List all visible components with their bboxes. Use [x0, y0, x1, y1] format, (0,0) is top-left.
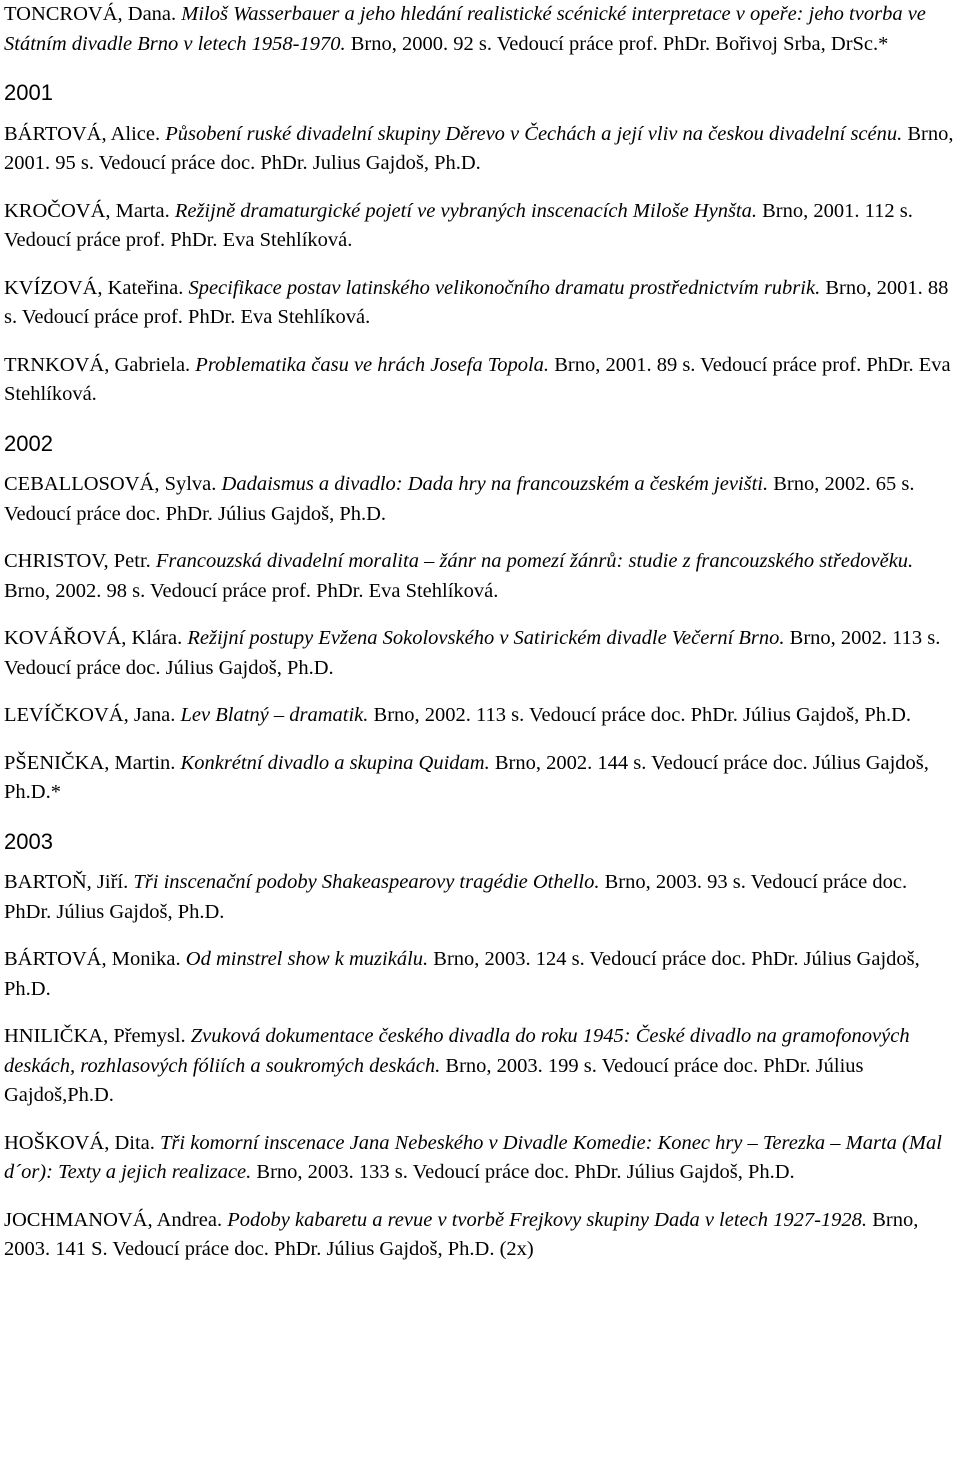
entry-details: Brno, 2002. 113 s. Vedoucí práce doc. PhDr. Július Gajdoš, Ph.D.: [373, 704, 912, 726]
entry-title: Od minstrel show k muzikálu.: [185, 948, 429, 970]
bibliography-entry: [4, 945, 956, 1004]
year-heading: 2001: [4, 80, 53, 105]
entry-details: Brno, 2003. 141 S. Vedoucí práce doc. PhDr. Július Gajdoš, Ph.D. (2x): [4, 1208, 919, 1260]
entry-author: KVÍZOVÁ, Kateřina.: [4, 276, 184, 299]
entry-title: Specifikace postav latinského velikonočního dramatu prostřednictvím rubrik.: [188, 276, 821, 299]
entry-title: Konkrétní divadlo a skupina Quidam.: [180, 751, 490, 774]
entry-details: Brno, 2002. 65 s. Vedoucí práce doc. PhDr. Július Gajdoš, Ph.D.: [4, 473, 915, 525]
entry-author: BARTOŇ, Jiří.: [4, 871, 129, 893]
entry-details: Brno, 2001. 112 s. Vedoucí práce prof. PhDr. Eva Stehlíková.: [4, 199, 913, 251]
bibliography-entry: [4, 749, 956, 808]
entry-author: CHRISTOV, Petr.: [4, 550, 151, 572]
entry-title: Tři inscenační podoby Shakeaspearovy tragédie Othello.: [133, 871, 600, 893]
entry-title: Tři komorní inscenace Jana Nebeského v Divadle Komedie: Konec hry – Terezka – Marta (Mal d´or): Texty a jejich realizace.: [4, 1131, 942, 1183]
entry-details: Brno, 2002. 144 s. Vedoucí práce doc. Július Gajdoš, Ph.D.*: [4, 751, 929, 803]
entry-author: PŠENIČKA, Martin.: [4, 751, 176, 774]
bibliography-entry: [4, 1022, 956, 1111]
entry-title: Miloš Wasserbauer a jeho hledání realistické scénické interpretace v opeře: jeho tvorba ve Státním divadle Brno v letech 1958-1970.: [4, 3, 926, 55]
entry-details: Brno, 2001. 95 s. Vedoucí práce doc. PhDr. Julius Gajdoš, Ph.D.: [4, 122, 954, 174]
bibliography-entry: [4, 868, 956, 927]
bibliography-entry: [4, 1129, 956, 1188]
entry-details: Brno, 2003. 93 s. Vedoucí práce doc. PhDr. Július Gajdoš, Ph.D.: [4, 871, 908, 923]
entry-details: Brno, 2003. 133 s. Vedoucí práce doc. PhDr. Július Gajdoš, Ph.D.: [256, 1161, 795, 1183]
entry-author: HNILIČKA, Přemysl.: [4, 1025, 186, 1047]
entry-title: Režijně dramaturgické pojetí ve vybraných inscenacích Miloše Hynšta.: [174, 199, 757, 222]
entry-author: LEVÍČKOVÁ, Jana.: [4, 704, 176, 726]
entry-details: Brno, 2000. 92 s. Vedoucí práce prof. PhDr. Bořivoj Srba, DrSc.*: [350, 32, 889, 55]
bibliography-entry: [4, 120, 956, 179]
entry-author: TONCROVÁ, Dana.: [4, 3, 177, 25]
entry-author: BÁRTOVÁ, Monika.: [4, 948, 181, 970]
bibliography-page: [4, 0, 956, 1265]
entry-title: Působení ruské divadelní skupiny Děrevo v Čechách a její vliv na českou divadelní scénu.: [165, 122, 903, 145]
entry-title: Zvuková dokumentace českého divadla do roku 1945: České divadlo na gramofonových deskách, rozhlasových fóliích a soukromých deskách.: [4, 1025, 910, 1077]
entry-author: TRNKOVÁ, Gabriela.: [4, 353, 191, 376]
entry-title: Francouzská divadelní moralita – žánr na pomezí žánrů: studie z francouzského středověku.: [155, 550, 914, 572]
year-heading: 2003: [4, 828, 53, 854]
entry-author: KOVÁŘOVÁ, Klára.: [4, 627, 183, 649]
year-heading: 2002: [4, 430, 53, 456]
entry-author: CEBALLOSOVÁ, Sylva.: [4, 473, 217, 495]
bibliography-entry: [4, 0, 956, 59]
bibliography-entry: [4, 701, 956, 731]
entry-details: Brno, 2002. 113 s. Vedoucí práce doc. Július Gajdoš, Ph.D.: [4, 627, 941, 679]
entry-title: Dadaismus a divadlo: Dada hry na francouzském a českém jevišti.: [221, 473, 769, 495]
entry-author: JOCHMANOVÁ, Andrea.: [4, 1208, 223, 1231]
entry-title: Lev Blatný – dramatik.: [180, 704, 369, 726]
entry-title: Problematika času ve hrách Josefa Topola.: [195, 353, 550, 376]
entry-title: Podoby kabaretu a revue v tvorbě Frejkovy skupiny Dada v letech 1927-1928.: [227, 1208, 868, 1231]
entry-details: Brno, 2003. 199 s. Vedoucí práce doc. PhDr. Július Gajdoš,Ph.D.: [4, 1054, 864, 1106]
entry-details: Brno, 2003. 124 s. Vedoucí práce doc. PhDr. Július Gajdoš, Ph.D.: [4, 948, 920, 1000]
bibliography-entry: [4, 274, 956, 333]
entry-author: KROČOVÁ, Marta.: [4, 199, 170, 222]
entry-details: Brno, 2001. 88 s. Vedoucí práce prof. PhDr. Eva Stehlíková.: [4, 276, 949, 328]
bibliography-entry: [4, 470, 956, 529]
bibliography-entry: [4, 1206, 956, 1265]
bibliography-entry: [4, 624, 956, 683]
entry-details: Brno, 2001. 89 s. Vedoucí práce prof. PhDr. Eva Stehlíková.: [4, 353, 951, 405]
entry-author: BÁRTOVÁ, Alice.: [4, 122, 161, 145]
entry-author: HOŠKOVÁ, Dita.: [4, 1131, 155, 1154]
bibliography-entry: [4, 197, 956, 256]
entry-details: Brno, 2002. 98 s. Vedoucí práce prof. PhDr. Eva Stehlíková.: [4, 579, 499, 602]
bibliography-entry: [4, 547, 956, 606]
bibliography-entry: [4, 351, 956, 410]
entry-title: Režijní postupy Evžena Sokolovského v Satirickém divadle Večerní Brno.: [187, 627, 785, 649]
